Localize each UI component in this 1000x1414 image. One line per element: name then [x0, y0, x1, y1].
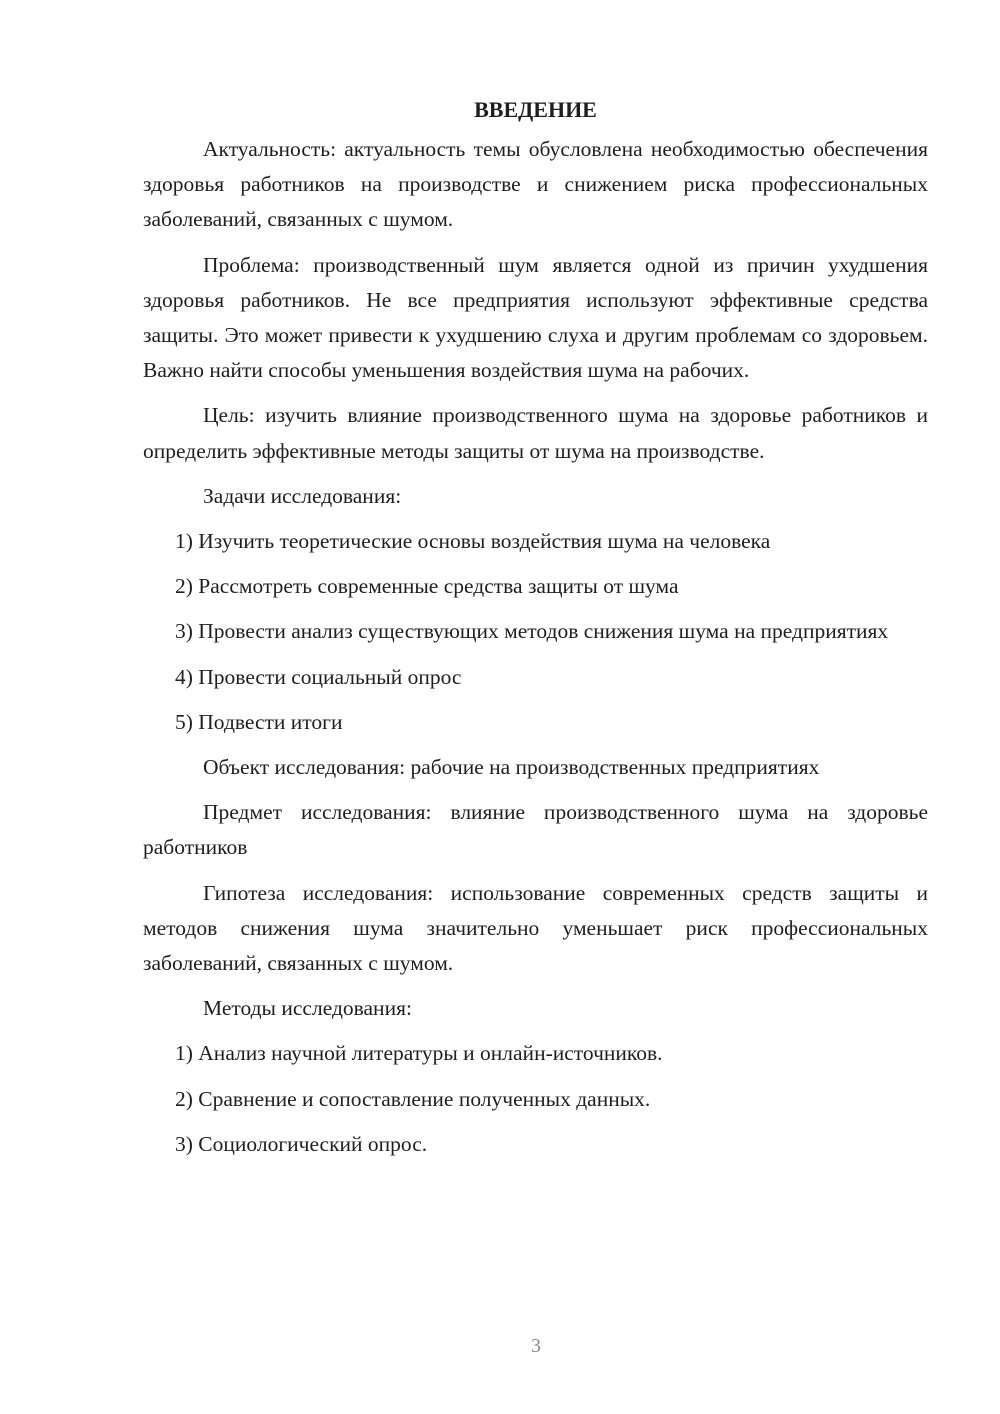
list-item: 5) Подвести итоги — [175, 709, 343, 734]
paragraph-object: Объект исследования: рабочие на производственных предприятиях — [203, 755, 820, 780]
list-item: 2) Рассмотреть современные средства защиты от шума — [175, 574, 679, 599]
list-item: 1) Изучить теоретические основы воздействия шума на человека — [175, 529, 771, 554]
page-title: ВВЕДЕНИЕ — [474, 97, 597, 122]
paragraph-tasks-heading: Задачи исследования: — [203, 483, 402, 508]
list-item: 4) Провести социальный опрос — [175, 664, 462, 689]
list-item: 1) Анализ научной литературы и онлайн-источников. — [175, 1041, 663, 1066]
paragraph-problem: Проблема: производственный шум является одной из причин ухудшения здоровья работников. Не все предприятия используют эффективные средства защиты. Это может привести к ухудшению слуха и другим проблемам со здоровьем. Важно найти способы уменьшения воздействия шума на рабочих. — [143, 252, 928, 383]
paragraph-subject: Предмет исследования: влияние производственного шума на здоровье работников — [143, 800, 928, 860]
paragraph-hypothesis: Гипотеза исследования: использование современных средств защиты и методов снижения шума значительно уменьшает риск профессиональных заболеваний, связанных с шумом. — [143, 880, 928, 976]
page-content — [143, 93, 928, 1172]
list-item: 3) Провести анализ существующих методов снижения шума на предприятиях — [175, 619, 889, 644]
page-number: 3 — [531, 1335, 541, 1357]
list-item: 3) Социологический опрос. — [175, 1131, 428, 1156]
paragraph-goal: Цель: изучить влияние производственного шума на здоровье работников и определить эффективные методы защиты от шума на производстве. — [143, 403, 928, 463]
paragraph-relevance: Актуальность: актуальность темы обусловлена необходимостью обеспечения здоровья работников на производстве и снижением риска профессиональных заболеваний, связанных с шумом. — [143, 137, 928, 232]
paragraph-methods-heading: Методы исследования: — [203, 996, 412, 1021]
list-item: 2) Сравнение и сопоставление полученных данных. — [175, 1086, 651, 1111]
